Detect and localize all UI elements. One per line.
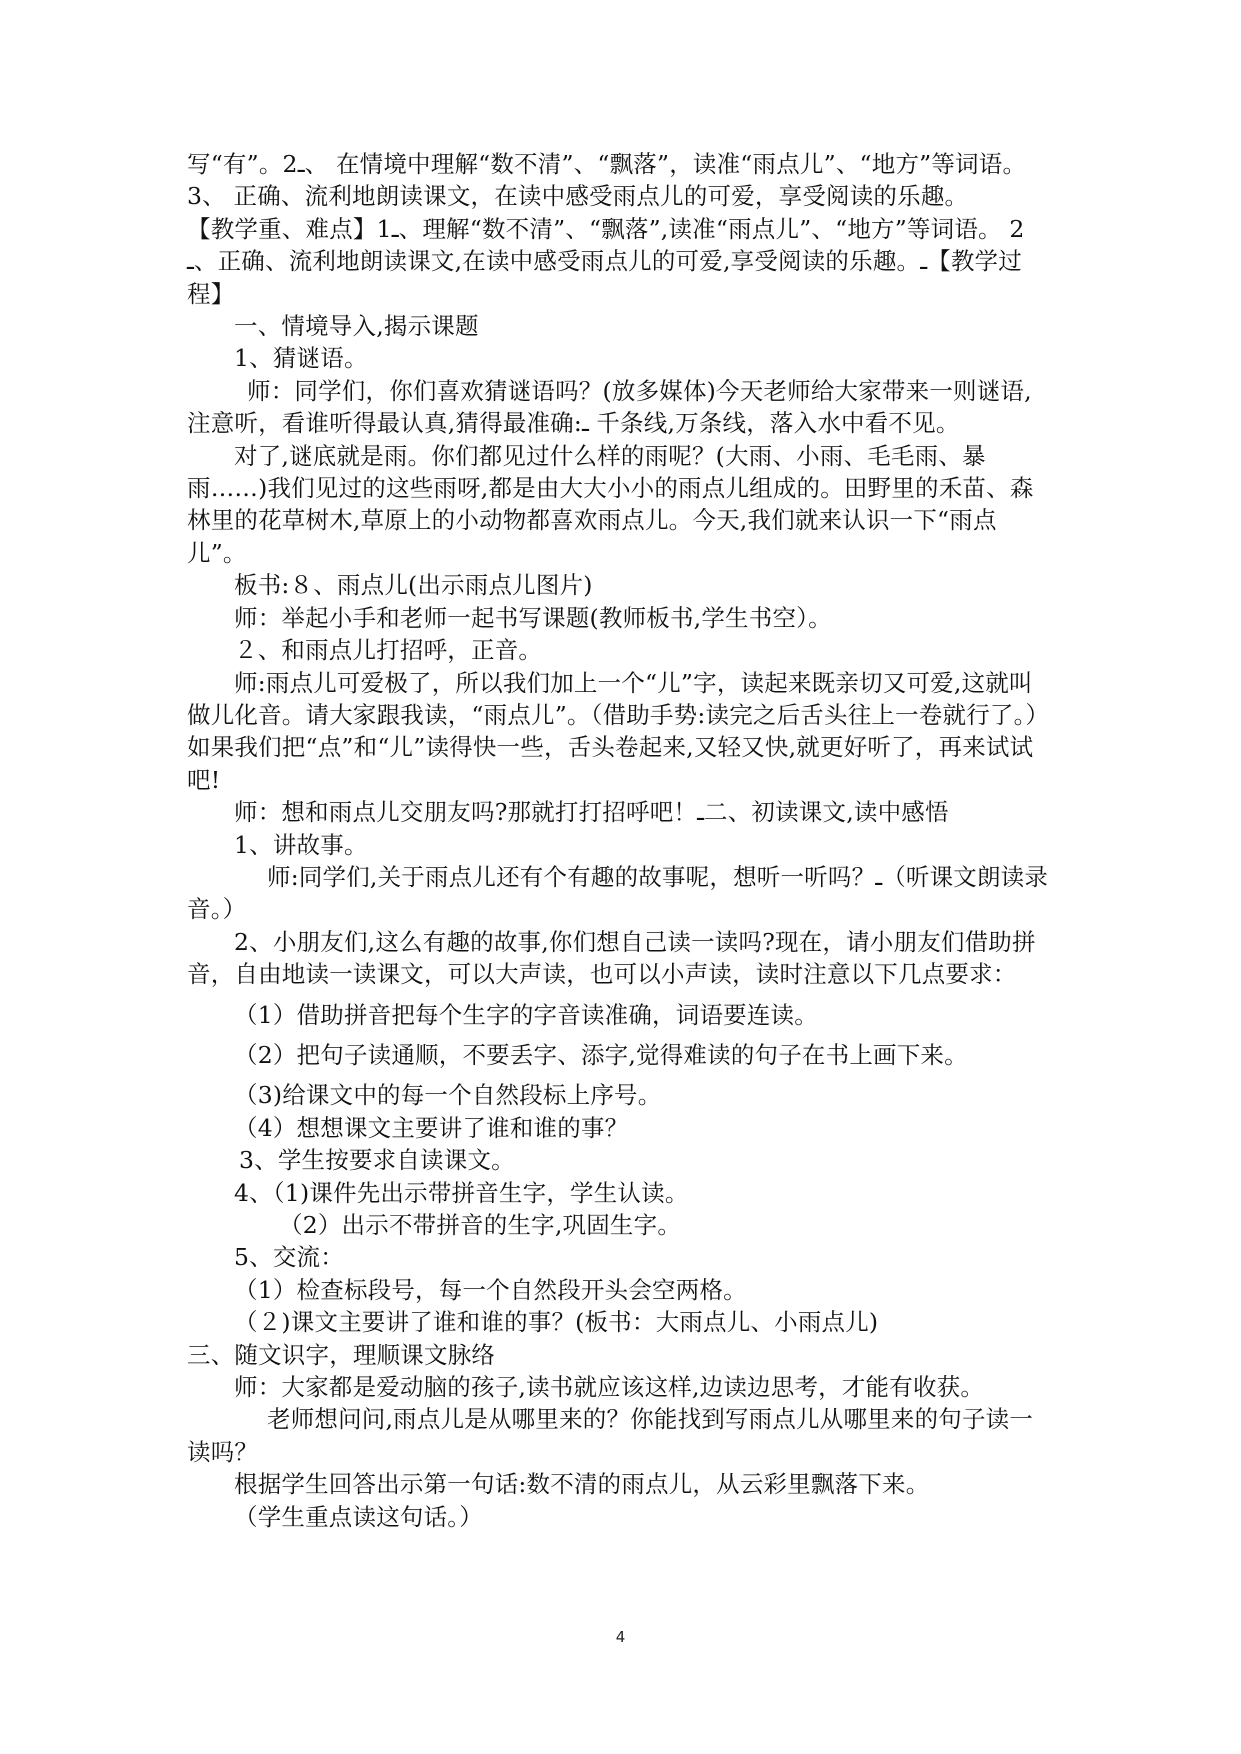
step-exchange: 5、交流： bbox=[234, 1243, 344, 1272]
step-courseware-2: （2）出示不带拼音的生字,巩固生字。 bbox=[279, 1211, 682, 1239]
paragraph-write-title: 师：举起小手和老师一起书写课题(教师板书,学生书空）。 bbox=[234, 603, 832, 632]
requirement-2: （2）把句子读通顺，不要丢字、添字,觉得难读的句子在书上画下来。 bbox=[234, 1040, 968, 1069]
paragraph-blackboard: 板书:８、雨点儿(出示雨点儿图片) bbox=[234, 571, 593, 600]
paragraph-think: 师：大家都是爱动脑的孩子,读书就应该这样,边读边思考，才能有收获。 bbox=[234, 1373, 985, 1402]
exchange-2: （２)课文主要讲了谁和谁的事？(板书：大雨点儿、小雨点儿) bbox=[234, 1308, 879, 1337]
step-story: 1、讲故事。 bbox=[234, 830, 368, 859]
step-courseware-1: 4、（1)课件先出示带拼音生字，学生认读。 bbox=[234, 1178, 689, 1207]
requirement-3: （3)给课文中的每一个自然段标上序号。 bbox=[234, 1081, 662, 1110]
paragraph-first-sentence: 根据学生回答出示第一句话:数不清的雨点儿，从云彩里飘落下来。 bbox=[234, 1470, 930, 1499]
document-body bbox=[187, 148, 1055, 1533]
paragraph-question: 老师想问问,雨点儿是从哪里来的？你能找到写雨点儿从哪里来的句子读一读吗？ bbox=[187, 1405, 1034, 1466]
section-heading-3: 三、随文识字，理顺课文脉络 bbox=[187, 1340, 496, 1369]
paragraph-objective-3: 3、 正确、流利地朗读课文，在读中感受雨点儿的可爱，享受阅读的乐趣。 bbox=[187, 182, 969, 211]
paragraph-focus-read: （学生重点读这句话。） bbox=[234, 1502, 483, 1531]
paragraph-erhua: 师:雨点儿可爱极了，所以我们加上一个“儿”字，读起来既亲切又可爱,这就叫做儿化音。请大家跟我读，“雨点儿”。（借助手势:读完之后舌头往上一卷就行了。）如果我们把“点”和“儿”读得快一些，舌头卷起来,又轻又快,就更好听了，再来试试吧! bbox=[187, 668, 1050, 794]
paragraph-make-friends: 师：想和雨点儿交朋友吗?那就打打招呼吧！ـ二、初读课文,读中感悟 bbox=[234, 798, 949, 827]
step-self-read: 3、学生按要求自读课文。 bbox=[239, 1146, 515, 1175]
paragraph-self-read: 2、小朋友们,这么有趣的故事,你们想自己读一读吗?现在，请小朋友们借助拼音，自由地读一读课文，可以大声读，也可以小声读，读时注意以下几点要求： bbox=[187, 927, 1036, 989]
paragraph-objective-2: 写“有”。2ـ、 在情境中理解“数不清”、“飘落”，读准“雨点儿”、“地方”等词语。 bbox=[187, 150, 1027, 178]
page-number: 4 bbox=[615, 1628, 626, 1646]
exchange-1: （1）检查标段号，每一个自然段开头会空两格。 bbox=[234, 1275, 747, 1304]
paragraph-key-points: 【教学重、难点】1ـ、理解“数不清”、“飘落”,读准“雨点儿”、“地方”等词语。 2ـ、正确、流利地朗读课文,在读中感受雨点儿的可爱,享受阅读的乐趣。ـ【教学过程】 bbox=[187, 214, 1025, 308]
requirement-1: （1）借助拼音把每个生字的字音读准确，词语要连读。 bbox=[234, 1000, 818, 1029]
step-riddle: 1、猜谜语。 bbox=[234, 344, 368, 373]
paragraph-story-listen: 师:同学们,关于雨点儿还有个有趣的故事呢，想听一听吗？ـ（听课文朗读录音。） bbox=[187, 862, 1049, 924]
requirement-4: （4）想想课文主要讲了谁和谁的事？ bbox=[234, 1113, 629, 1142]
section-heading-1: 一、情境导入,揭示课题 bbox=[234, 312, 479, 341]
paragraph-riddle-intro: 师：同学们，你们喜欢猜谜语吗？(放多媒体)今天老师给大家带来一则谜语,注意听，看谁听得最认真,猜得最准确:ـ 千条线,万条线，落入水中看不见。 bbox=[187, 376, 1032, 438]
step-greeting: ２、和雨点儿打招呼，正音。 bbox=[234, 636, 543, 665]
paragraph-riddle-answer: 对了,谜底就是雨。你们都见过什么样的雨呢？(大雨、小雨、毛毛雨、暴雨……)我们见过的这些雨呀,都是由大大小小的雨点儿组成的。田野里的禾苗、森林里的花草树木,草原上的小动物都喜欢雨点儿。今天,我们就来认识一下“雨点儿”。 bbox=[187, 441, 1034, 567]
